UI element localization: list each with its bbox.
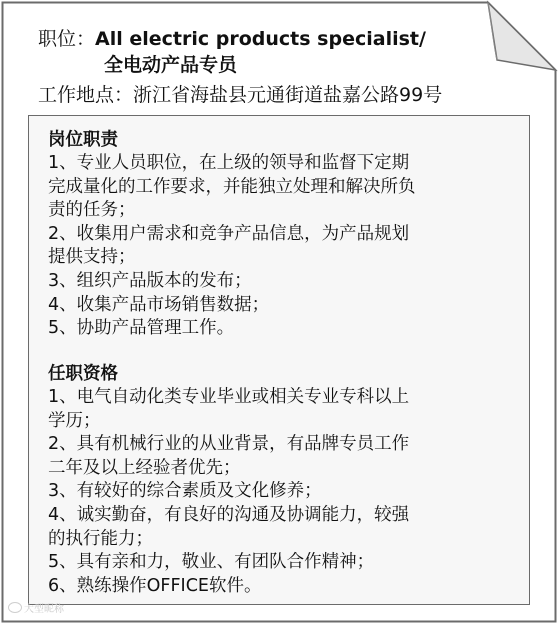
- duties-heading: 岗位职责: [48, 130, 118, 150]
- qualifications-section: [48, 362, 518, 598]
- qualification-line: 的执行能力；: [48, 528, 153, 549]
- job-header: [38, 26, 498, 108]
- qualification-line: 学历；: [48, 410, 101, 431]
- qualification-line: 5、具有亲和力，敬业、有团队合作精神；: [48, 552, 375, 573]
- duty-line: 5、协助产品管理工作。: [48, 318, 235, 339]
- position-label: 职位：: [38, 28, 96, 50]
- location-value: 浙江省海盐县元通街道盐嘉公路99号: [133, 84, 443, 106]
- duties-section: [48, 128, 518, 341]
- qualification-line: 4、诚实勤奋，有良好的沟通及协调能力，较强: [48, 504, 410, 525]
- watermark: [8, 600, 64, 615]
- position-title-cn: 全电动产品专员: [104, 54, 238, 76]
- duty-line: 完成量化的工作要求，并能独立处理和解决所负: [48, 176, 416, 197]
- qualification-line: 3、有较好的综合素质及文化修养；: [48, 481, 322, 502]
- qualification-line: 二年及以上经验者优先；: [48, 457, 241, 478]
- duty-line: 1、专业人员职位，在上级的领导和监督下定期: [48, 153, 410, 173]
- weibo-logo-icon: [8, 602, 22, 613]
- location-label: 工作地点：: [38, 84, 134, 106]
- duty-line: 提供支持；: [48, 247, 136, 268]
- duty-line: 3、组织产品版本的发布；: [48, 270, 252, 291]
- position-title-en: All electric products specialist/: [95, 28, 426, 50]
- duty-line: 责的任务；: [48, 200, 136, 221]
- qualification-line: 6、熟练操作OFFICE软件。: [48, 575, 262, 596]
- watermark-text: 大型昵称: [24, 604, 64, 615]
- duty-line: 2、收集用户需求和竞争产品信息，为产品规划: [48, 223, 410, 244]
- duty-line: 4、收集产品市场销售数据；: [48, 294, 270, 315]
- qualifications-heading: 任职资格: [48, 364, 118, 384]
- qualification-line: 1、电气自动化类专业毕业或相关专业专科以上: [48, 387, 410, 407]
- location-row: [38, 82, 498, 108]
- qualification-line: 2、具有机械行业的从业背景，有品牌专员工作: [48, 434, 410, 455]
- page-corner-fold-icon: [488, 3, 556, 71]
- position-row: [38, 26, 498, 52]
